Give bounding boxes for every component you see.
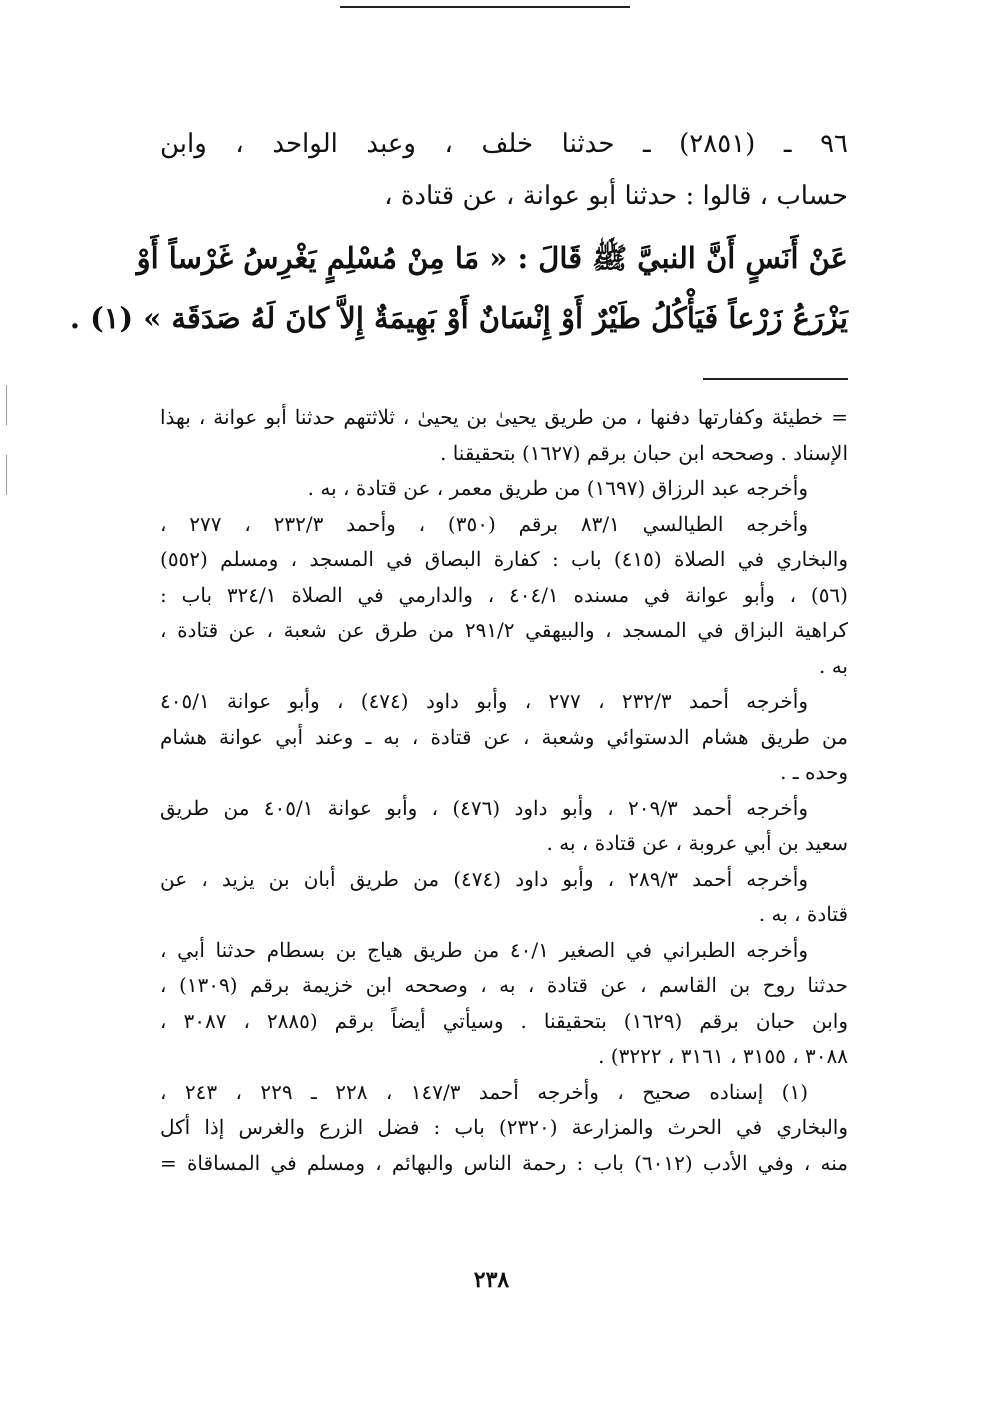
page-number: ٢٣٨: [473, 1267, 510, 1293]
scan-mark: [6, 455, 7, 495]
hadith-chain: [160, 118, 848, 222]
footnote-line: وحده ـ .: [780, 760, 848, 784]
footnote-line: به .: [818, 653, 848, 678]
footnote-paragraph: [160, 400, 848, 471]
hadith-text: [69, 228, 848, 348]
footnote-line: (١) إسناده صحيح ، وأخرجه أحمد ١٤٧/٣ ، ٢٢٨ ـ ٢٢٩ ، ٢٤٣ ،: [160, 1079, 809, 1104]
footnote-line: منه ، وفي الأدب (٦٠١٢) باب : رحمة الناس والبهائم ، ومسلم في المساقاة =: [160, 1150, 848, 1175]
footnote-line: حدثنا روح بن القاسم ، عن قتادة ، به ، وصححه ابن خزيمة برقم (١٣٠٩) ،: [160, 973, 848, 997]
footnotes: [160, 400, 848, 1181]
main-line: ٩٦ ـ (٢٨٥١) ـ حدثنا خلف ، وعبد الواحد ، وابن: [160, 129, 848, 159]
footnote-line: وابن حبان برقم (١٦٢٩) بتحقيقنا . وسيأتي أيضاً برقم (٢٨٨٥ ، ٣٠٨٧ ،: [160, 1008, 849, 1033]
footnote-paragraph: [160, 933, 848, 1075]
scan-mark: [6, 385, 7, 425]
footnote-line: سعيد بن أبي عروبة ، عن قتادة ، به .: [546, 831, 848, 855]
footnote-line: وأخرجه أحمد ٢٨٩/٣ ، وأبو داود (٤٧٤) من طريق أبان بن يزيد ، عن: [160, 866, 808, 891]
footnote-separator: [703, 378, 848, 380]
footnote-line: وأخرجه الطبراني في الصغير ٤٠/١ من طريق هياج بن بسطام حدثنا أبي ،: [160, 937, 808, 962]
footnote-line: من طريق هشام الدستوائي وشعبة ، عن قتادة ، به ـ وعند أبي عوانة هشام: [160, 724, 848, 749]
hadith-line: عَنْ أَنَسٍ أَنَّ النبيَّ ﷺ قَالَ : « مَا مِنْ مُسْلِمٍ يَغْرِسُ غَرْساً أَوْ: [136, 241, 848, 275]
footnote-paragraph: [160, 862, 848, 933]
footnote-line: قتادة ، به .: [758, 902, 848, 926]
hadith-line: يَزْرَعُ زَرْعاً فَيَأْكُلُ طَيْرٌ أَوْ إِنْسَانٌ أَوْ بَهِيمَةٌ إِلاَّ كانَ لَهُ صَدَقَة » (١) .: [69, 301, 848, 335]
footnote-line: والبخاري في الصلاة (٤١٥) باب : كفارة البصاق في المسجد ، ومسلم (٥٥٢): [160, 547, 848, 571]
footnote-line: وأخرجه أحمد ٢٠٩/٣ ، وأبو داود (٤٧٦) ، وأبو عوانة ٤٠٥/١ من طريق: [160, 795, 808, 820]
footnote-line: وأخرجه أحمد ٢٣٢/٣ ، ٢٧٧ ، وأبو داود (٤٧٤) ، وأبو عوانة ٤٠٥/١: [160, 689, 808, 713]
footnote-line: ٣٠٨٨ ، ٣١٥٥ ، ٣١٦١ ، ٣٢٢٢) .: [598, 1044, 848, 1068]
footnote-line: = خطيئة وكفارتها دفنها ، من طريق يحيىٰ بن يحيىٰ ، ثلاثتهم حدثنا أبو عوانة ، بهذا: [160, 405, 848, 429]
footnote-line: كراهية البزاق في المسجد ، والبيهقي ٢٩١/٢ من طرق عن شعبة ، عن قتادة ،: [160, 618, 849, 642]
footnote-paragraph: [160, 791, 848, 862]
footnote-line: وأخرجه عبد الرزاق (١٦٩٧) من طريق معمر ، عن قتادة ، به .: [307, 476, 808, 500]
top-rule: [340, 6, 630, 8]
footnote-paragraph: [160, 507, 848, 685]
footnote-line: الإسناد . وصححه ابن حبان برقم (١٦٢٧) بتحقيقنا .: [439, 440, 848, 465]
main-line: حساب ، قالوا : حدثنا أبو عوانة ، عن قتادة ،: [384, 181, 848, 211]
footnote-line: والبخاري في الحرث والمزارعة (٢٣٢٠) باب : فضل الزرع والغرس إذا أكل: [160, 1115, 849, 1139]
footnote-paragraph: [160, 471, 848, 507]
footnote-paragraph: [160, 1075, 848, 1182]
footnote-line: (٥٦) ، وأبو عوانة في مسنده ٤٠٤/١ ، والدارمي في الصلاة ٣٢٤/١ باب :: [160, 582, 848, 607]
footnote-line: وأخرجه الطيالسي ٨٣/١ برقم (٣٥٠) ، وأحمد ٢٣٢/٣ ، ٢٧٧ ،: [160, 511, 808, 536]
footnote-paragraph: [160, 684, 848, 791]
